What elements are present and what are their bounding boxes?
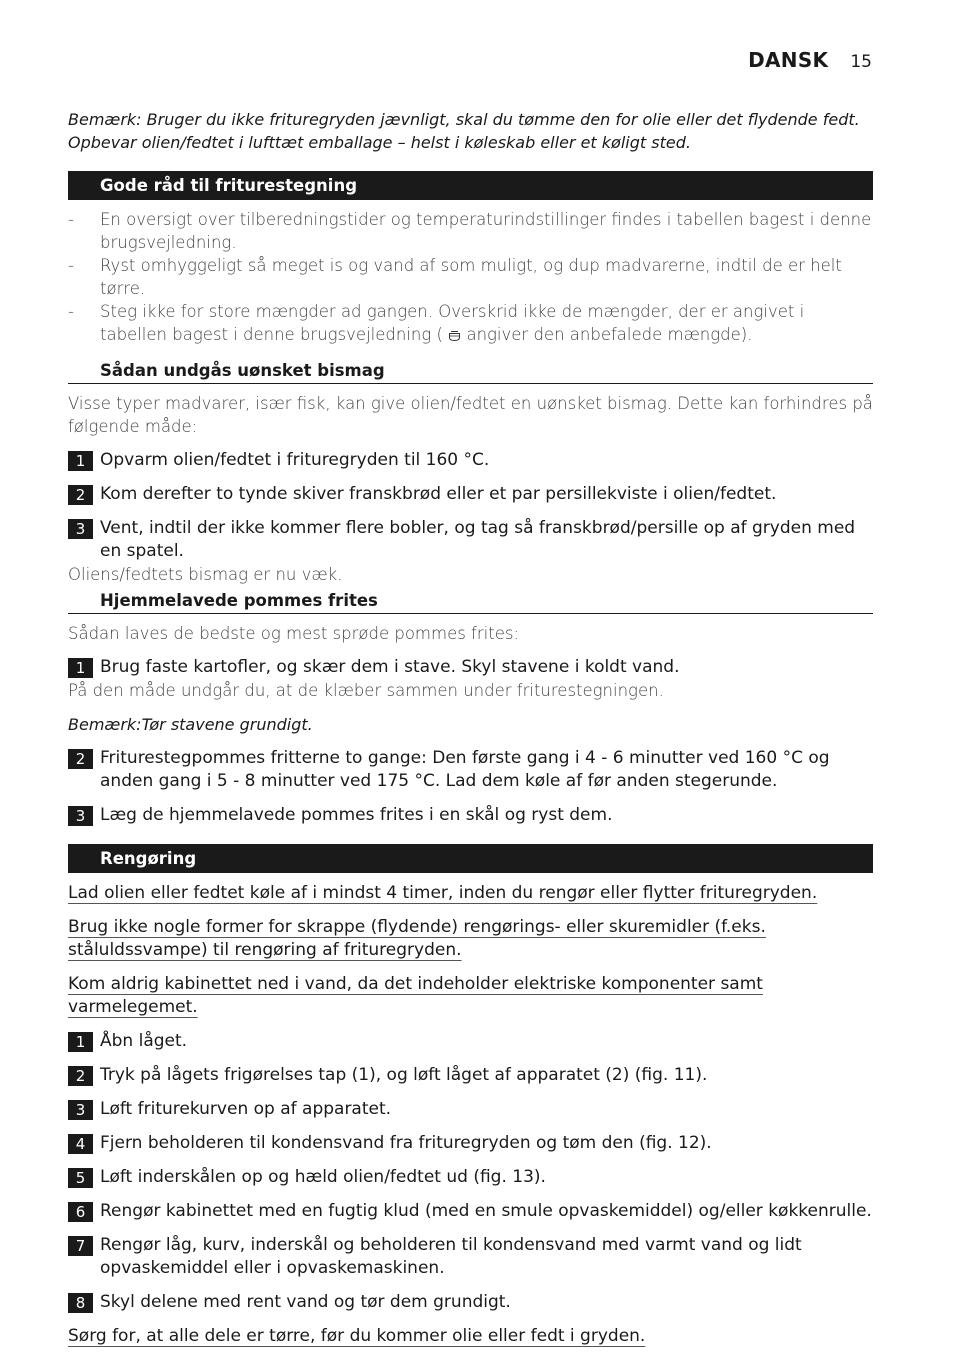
page-number: 15 — [850, 52, 872, 72]
step-text: Tryk på lågets frigørelses tap (1), og løft låget af apparatet (2) (fig. 11). — [100, 1065, 708, 1085]
tips-list — [68, 208, 873, 348]
fries-step — [68, 747, 873, 793]
fries-note: Bemærk:Tør stavene grundigt. — [68, 715, 313, 734]
step-number: 2 — [68, 485, 93, 505]
step-text: Læg de hjemmelavede pommes frites i en skål og ryst dem. — [100, 805, 613, 825]
step-text: Friturestegpommes fritterne to gange: Den første gang i 4 - 6 minutter ved 160 °C og anden gang i 5 - 8 minutter ved 175 °C. Lad dem køle af før anden stegerunde. — [100, 748, 830, 791]
step-number: 2 — [68, 1066, 93, 1086]
pot-icon — [448, 325, 461, 348]
cleaning-step — [68, 1291, 873, 1314]
warning-text: Sørg for, at alle dele er tørre, før du kommer olie eller fedt i gryden. — [68, 1326, 646, 1346]
warning-text: Kom aldrig kabinettet ned i vand, da det indeholder elektriske komponenter samt varmelegemet. — [68, 974, 763, 1017]
warning-text: Lad olien eller fedtet køle af i mindst 4 timer, inden du rengør eller flytter frituregryden. — [68, 883, 818, 903]
section-heading-taste: Sådan undgås uønsket bismag — [68, 358, 873, 384]
tip-item-text-b: angiver den anbefalede mængde). — [466, 325, 753, 344]
tip-item-text-a: Steg ikke for store mængder ad gangen. Overskrid ikke de mængder, der er angivet i tabellen bagest i denne brugsvejledning ( — [100, 302, 805, 344]
tip-item: - Ryst omhyggeligt så meget is og vand af som muligt, og dup madvarerne, indtil de er helt tørre. — [68, 254, 873, 300]
cleaning-step — [68, 1098, 873, 1121]
language-label: DANSK — [748, 48, 829, 72]
taste-step — [68, 517, 873, 563]
step-number: 3 — [68, 1100, 93, 1120]
step-text: Brug faste kartofler, og skær dem i stave. Skyl stavene i koldt vand. — [100, 657, 680, 677]
taste-step — [68, 449, 873, 472]
taste-step — [68, 483, 873, 506]
step-text: Rengør kabinettet med en fugtig klud (med en smule opvaskemiddel) og/eller køkkenrulle. — [100, 1201, 872, 1221]
fries-step-info: På den måde undgår du, at de klæber sammen under friturestegningen. — [68, 681, 664, 700]
step-text: Løft inderskålen op og hæld olien/fedtet ud (fig. 13). — [100, 1167, 546, 1187]
fries-step — [68, 656, 873, 679]
cleaning-step — [68, 1030, 873, 1053]
step-number: 2 — [68, 749, 93, 769]
step-text: Kom derefter to tynde skiver franskbrød eller et par persillekviste i olien/fedtet. — [100, 484, 777, 504]
tip-item — [68, 300, 873, 348]
step-number: 3 — [68, 519, 93, 539]
taste-result: Oliens/fedtets bismag er nu væk. — [68, 565, 343, 584]
storage-note: Bemærk: Bruger du ikke frituregryden jævnligt, skal du tømme den for olie eller det flydende fedt. Opbevar olien/fedtet i lufttæt emballage – helst i køleskab eller et køligt sted. — [68, 110, 860, 152]
cleaning-warning — [68, 916, 873, 962]
step-number: 5 — [68, 1168, 93, 1188]
cleaning-step — [68, 1166, 873, 1189]
step-text: Rengør låg, kurv, inderskål og beholderen til kondensvand med varmt vand og lidt opvaskemiddel eller i opvaskemaskinen. — [100, 1235, 802, 1278]
fries-step — [68, 804, 873, 827]
section-heading-cleaning: Rengøring — [68, 844, 873, 873]
step-number: 1 — [68, 451, 93, 471]
step-text: Fjern beholderen til kondensvand fra frituregryden og tøm den (fig. 12). — [100, 1133, 712, 1153]
page-content — [68, 108, 873, 1348]
section-heading-fries: Hjemmelavede pommes frites — [68, 588, 873, 614]
step-number: 1 — [68, 658, 93, 678]
step-number: 4 — [68, 1134, 93, 1154]
step-number: 7 — [68, 1236, 93, 1256]
cleaning-step — [68, 1200, 873, 1223]
step-number: 3 — [68, 806, 93, 826]
step-text: Åbn låget. — [100, 1031, 188, 1051]
warning-text: Brug ikke nogle former for skrappe (flydende) rengørings- eller skuremidler (f.eks. ståluldssvampe) til rengøring af frituregryden. — [68, 917, 766, 960]
cleaning-warning — [68, 973, 873, 1019]
step-text: Løft friturekurven op af apparatet. — [100, 1099, 392, 1119]
cleaning-final-warning — [68, 1325, 873, 1348]
cleaning-step — [68, 1064, 873, 1087]
step-number: 6 — [68, 1202, 93, 1222]
step-text: Skyl delene med rent vand og tør dem grundigt. — [100, 1292, 511, 1312]
step-number: 1 — [68, 1032, 93, 1052]
fries-intro: Sådan laves de bedste og mest sprøde pommes frites: — [68, 624, 520, 643]
step-text: Vent, indtil der ikke kommer flere bobler, og tag så franskbrød/persille op af gryden med en spatel. — [100, 518, 856, 561]
cleaning-step — [68, 1132, 873, 1155]
cleaning-warning — [68, 882, 873, 905]
step-number: 8 — [68, 1293, 93, 1313]
taste-intro: Visse typer madvarer, især fisk, kan give olien/fedtet en uønsket bismag. Dette kan forhindres på følgende måde: — [68, 394, 873, 436]
tip-item: - En oversigt over tilberedningstider og temperaturindstillinger findes i tabellen bagest i denne brugsvejledning. — [68, 208, 873, 254]
step-text: Opvarm olien/fedtet i frituregryden til 160 °C. — [100, 450, 490, 470]
cleaning-step — [68, 1234, 873, 1280]
page-header — [748, 48, 872, 72]
section-heading-tips: Gode råd til friturestegning — [68, 171, 873, 200]
